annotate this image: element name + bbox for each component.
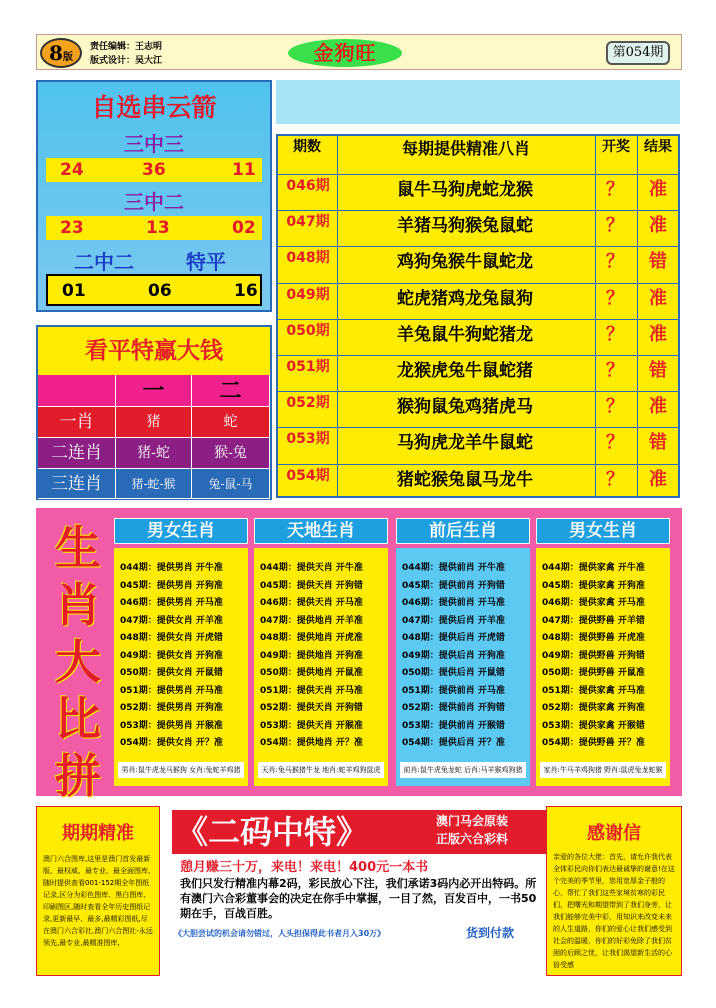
corner-cell — [38, 375, 116, 407]
compare-column — [396, 518, 530, 786]
column-line: 053期：提供前肖 开猴错 — [402, 720, 505, 731]
row-z: 蛇虎猪鸡龙兔鼠狗 — [397, 288, 533, 309]
column-footer: 天肖:兔马猴猪牛龙 地肖:蛇羊鸡狗鼠虎 — [258, 762, 384, 778]
column-line: 049期：提供女肖 开狗准 — [120, 650, 223, 661]
column-line: 044期：提供家禽 开牛准 — [542, 563, 645, 573]
row-z: 龙猴虎兔牛鼠蛇猪 — [397, 361, 533, 381]
flat-special-table — [36, 325, 272, 500]
row-p: 047期 — [286, 214, 330, 231]
big-char: 肖 — [55, 578, 101, 632]
accurate-title: 期期精准 — [62, 823, 134, 844]
s2-num: 02 — [232, 218, 256, 238]
row-q: ？ — [606, 360, 624, 381]
blank-banner — [276, 80, 680, 124]
table-row — [278, 174, 678, 210]
column-line: 051期：提供天肖 开马准 — [260, 685, 363, 696]
s3-numbers — [46, 274, 262, 306]
column-line: 048期：提供野兽 开虎准 — [542, 633, 645, 643]
s2-num: 13 — [146, 218, 170, 238]
row-cell: 猪 — [116, 407, 192, 438]
s2-num: 23 — [60, 218, 84, 238]
column-line: 050期：提供女肖 开鼠错 — [120, 668, 223, 678]
row-r: 错 — [649, 251, 667, 273]
row-r: 准 — [649, 396, 667, 418]
row-p: 048期 — [286, 250, 330, 267]
row-z: 猪蛇猴兔鼠马龙牛 — [397, 469, 533, 490]
column-line: 048期：提供后肖 开虎错 — [402, 633, 505, 643]
row-q: ？ — [606, 468, 624, 490]
s1-num: 11 — [232, 160, 256, 180]
thanks-box — [546, 806, 682, 976]
s1-num: 36 — [142, 160, 166, 180]
row-r: 准 — [649, 323, 667, 345]
s1-title: 三中三 — [124, 132, 184, 156]
column-line: 050期：提供后肖 开鼠错 — [402, 668, 505, 678]
column-body — [114, 548, 248, 786]
column-line: 045期：提供前肖 开狗错 — [402, 580, 505, 591]
column-line: 045期：提供家禽 开狗准 — [542, 580, 645, 591]
column-line: 053期：提供天肖 开猴准 — [260, 720, 363, 731]
column-line: 046期：提供天肖 开马准 — [260, 598, 363, 608]
table-row — [278, 391, 678, 427]
row-p: 053期 — [286, 431, 330, 448]
eight-zodiac-table — [276, 134, 680, 498]
column-line: 044期：提供天肖 开牛准 — [260, 563, 363, 573]
row-q: ？ — [606, 287, 624, 309]
column-line: 049期：提供地肖 开狗准 — [260, 650, 363, 661]
issue-number: 第054期 — [606, 41, 670, 65]
column-line: 047期：提供地肖 开羊准 — [260, 615, 363, 626]
page-number-badge: 8版 — [40, 38, 82, 68]
column-footer: 男肖:鼠牛虎龙马猴狗 女肖:兔蛇羊鸡猪 — [118, 762, 244, 778]
table-row — [278, 355, 678, 391]
column-line: 048期：提供女肖 开虎错 — [120, 633, 223, 643]
panel-title: 自选串云箭 — [91, 93, 217, 122]
row-p: 046期 — [286, 178, 330, 194]
column-title: 前后生肖 — [396, 518, 530, 544]
row-p: 054期 — [286, 467, 330, 484]
column-line: 048期：提供地肖 开虎准 — [260, 633, 363, 643]
table-row — [278, 210, 678, 246]
s3-num: 16 — [234, 281, 258, 301]
s3-title-b: 特平 — [186, 250, 226, 274]
column-line: 053期：提供男肖 开猴准 — [120, 720, 223, 731]
row-r: 准 — [649, 179, 667, 200]
s1-numbers — [46, 158, 262, 182]
column-line: 049期：提供野兽 开狗错 — [542, 650, 645, 661]
ad-guarantee: 《大胆尝试的机会请勿错过，人头担保得此书者月入30万》 — [174, 929, 386, 938]
big-char: 大 — [55, 635, 101, 689]
column-line: 054期：提供野兽 开？准 — [542, 738, 645, 748]
row-z: 鼠牛马狗虎蛇龙猴 — [397, 180, 533, 200]
column-footer: 家肖:牛马羊鸡狗猪 野肖:鼠虎兔龙蛇猴 — [540, 762, 666, 778]
column-line: 049期：提供后肖 开狗准 — [402, 650, 505, 661]
row-cell: 蛇 — [192, 407, 270, 438]
section-title — [48, 520, 108, 805]
column-body — [396, 548, 530, 786]
self-select-panel — [36, 80, 272, 312]
thanks-text: 亲爱的各位大佬：首先，请允许我代表全体彩民向你们表达最诚挚的谢意!在这个完美的季节里，您用宽厚金子般的心，帮忙了我们这些家境贫寒的彩民们，把曙光和期望带到了我们身旁，让我们能够完美中彩，用知识来改变未来的人生道路，你们的爱心让我们感受到社会的温暖，你们的好彩免除了我们贫困的后顾之忧，让我们渴望新生活的心倍受感 — [553, 853, 675, 969]
accurate-box — [36, 806, 160, 976]
row-cell: 猪-蛇-猴 — [116, 469, 192, 499]
row-cell: 兔-鼠-马 — [192, 469, 270, 499]
column-line: 050期：提供地肖 开鼠准 — [260, 668, 363, 678]
row-label: 二连肖 — [38, 438, 116, 469]
s3-num: 01 — [62, 281, 86, 301]
column-line: 044期：提供前肖 开牛准 — [402, 563, 505, 573]
column-line: 052期：提供前肖 开狗错 — [402, 703, 505, 713]
compare-column — [536, 518, 670, 786]
table-row — [278, 427, 678, 463]
row-z: 马狗虎龙羊牛鼠蛇 — [397, 433, 533, 454]
row-z: 羊猪马狗猴兔鼠蛇 — [397, 216, 533, 237]
row-q: ？ — [606, 251, 624, 273]
column-line: 052期：提供男肖 开狗准 — [120, 703, 223, 713]
header-zodiac: 每期提供精准八肖 — [401, 139, 530, 158]
row-z: 羊兔鼠牛狗蛇猪龙 — [397, 324, 533, 345]
column-line: 046期：提供前肖 开马准 — [402, 598, 505, 608]
column-line: 051期：提供男肖 开马准 — [120, 685, 223, 696]
column-line: 053期：提供家禽 开猴错 — [542, 720, 645, 731]
column-line: 050期：提供野兽 开鼠准 — [542, 668, 645, 678]
column-line: 047期：提供后肖 开羊准 — [402, 615, 505, 626]
row-p: 049期 — [286, 286, 330, 303]
row-label: 三连肖 — [38, 469, 116, 499]
row-cell: 猴-兔 — [192, 438, 270, 469]
row-r: 准 — [649, 287, 667, 309]
table-title: 看平特赢大钱 — [38, 327, 270, 375]
column-line: 054期：提供女肖 开？准 — [120, 738, 223, 748]
row-r: 错 — [649, 360, 667, 381]
table-row — [278, 319, 678, 355]
compare-column — [114, 518, 248, 786]
s2-numbers — [46, 216, 262, 240]
row-z: 鸡狗兔猴牛鼠蛇龙 — [397, 252, 533, 273]
header-period: 期数 — [293, 139, 321, 155]
ad-side-1: 澳门马会原装 — [436, 814, 509, 828]
logo: 金狗旺 — [288, 39, 402, 67]
table-row — [278, 246, 678, 282]
ad-cod: 货到付款 — [466, 926, 515, 940]
s3-num: 06 — [148, 281, 172, 301]
column-line: 047期：提供野兽 开羊错 — [542, 615, 645, 626]
row-q: ？ — [606, 432, 624, 454]
row-label: 一肖 — [38, 407, 116, 438]
column-footer: 前肖:鼠牛虎兔龙蛇 后肖:马羊猴鸡狗猪 — [400, 762, 526, 778]
column-title: 男女生肖 — [536, 518, 670, 544]
row-r: 错 — [649, 432, 667, 454]
editor-text: 责任编辑：王志明 — [90, 42, 163, 52]
row-r: 准 — [649, 468, 667, 490]
compare-column — [254, 518, 388, 786]
column-line: 046期：提供男肖 开马准 — [120, 598, 223, 608]
column-line: 052期：提供天肖 开狗错 — [260, 703, 363, 713]
table-row — [278, 464, 678, 500]
row-p: 050期 — [286, 322, 330, 339]
column-line: 054期：提供地肖 开？准 — [260, 738, 363, 748]
accurate-text: 澳门六合图库,这里是澳门首发最新版、最权威、最专业、最全面图库,随时提供查看001-152期全年图纸记录,区分为彩色图库、黑白图库、印刷图区,随时查看全年历史图纸记录,更新最早、最多,最精彩图纸,尽在澳门六合彩社,澳门六合图社-永远领先,最专业,最精准图库, — [43, 855, 153, 947]
row-cell: 猪-蛇 — [116, 438, 192, 469]
ad-title: 《二码中特》 — [176, 813, 369, 851]
credits — [90, 40, 162, 68]
column-line: 051期：提供前肖 开马准 — [402, 685, 505, 696]
ad-side-2: 正版六合彩料 — [436, 832, 509, 846]
row-q: ？ — [606, 323, 624, 345]
col-header: 二 — [192, 375, 270, 407]
ad-paragraph: 我们只发行精准内幕2码，彩民放心下注，我们承诺3码内必开出特码。所有澳门六合彩董事会的决定在你手中掌握，一目了然，百发百中，一书50期在手，百战百胜。 — [180, 877, 537, 920]
column-line: 046期：提供家禽 开马准 — [542, 598, 645, 608]
row-r: 准 — [649, 215, 667, 237]
column-line: 047期：提供女肖 开羊准 — [120, 615, 223, 626]
column-body — [536, 548, 670, 786]
column-line: 045期：提供男肖 开狗准 — [120, 580, 223, 591]
big-char: 生 — [55, 521, 101, 575]
table-row — [278, 283, 678, 319]
s3-title: 二中二 — [74, 250, 134, 274]
header-draw: 开奖 — [602, 139, 630, 155]
header-result: 结果 — [644, 139, 672, 155]
column-body — [254, 548, 388, 786]
column-line: 051期：提供家禽 开马准 — [542, 685, 645, 696]
thanks-title: 感谢信 — [587, 823, 641, 844]
big-char: 比 — [55, 692, 101, 746]
column-line: 045期：提供天肖 开狗错 — [260, 580, 363, 591]
row-p: 052期 — [286, 395, 330, 412]
ad-side — [436, 812, 508, 848]
big-char: 拼 — [55, 749, 101, 803]
row-z: 猴狗鼠兔鸡猪虎马 — [397, 397, 533, 418]
row-q: ？ — [606, 179, 624, 200]
s2-title: 三中二 — [124, 190, 184, 214]
designer-text: 版式设计：吴大江 — [90, 56, 163, 66]
column-line: 054期：提供后肖 开？准 — [402, 738, 505, 748]
s1-num: 24 — [60, 160, 84, 180]
row-q: ？ — [606, 396, 624, 418]
col-header: 一 — [116, 375, 192, 407]
column-title: 天地生肖 — [254, 518, 388, 544]
row-p: 051期 — [286, 359, 330, 375]
column-line: 044期：提供男肖 开牛准 — [120, 563, 223, 573]
column-line: 052期：提供家禽 开狗准 — [542, 703, 645, 713]
row-q: ？ — [606, 215, 624, 237]
ad-price: 憩月赚三十万，来电！来电！400元一本书 — [180, 860, 429, 875]
column-title: 男女生肖 — [114, 518, 248, 544]
